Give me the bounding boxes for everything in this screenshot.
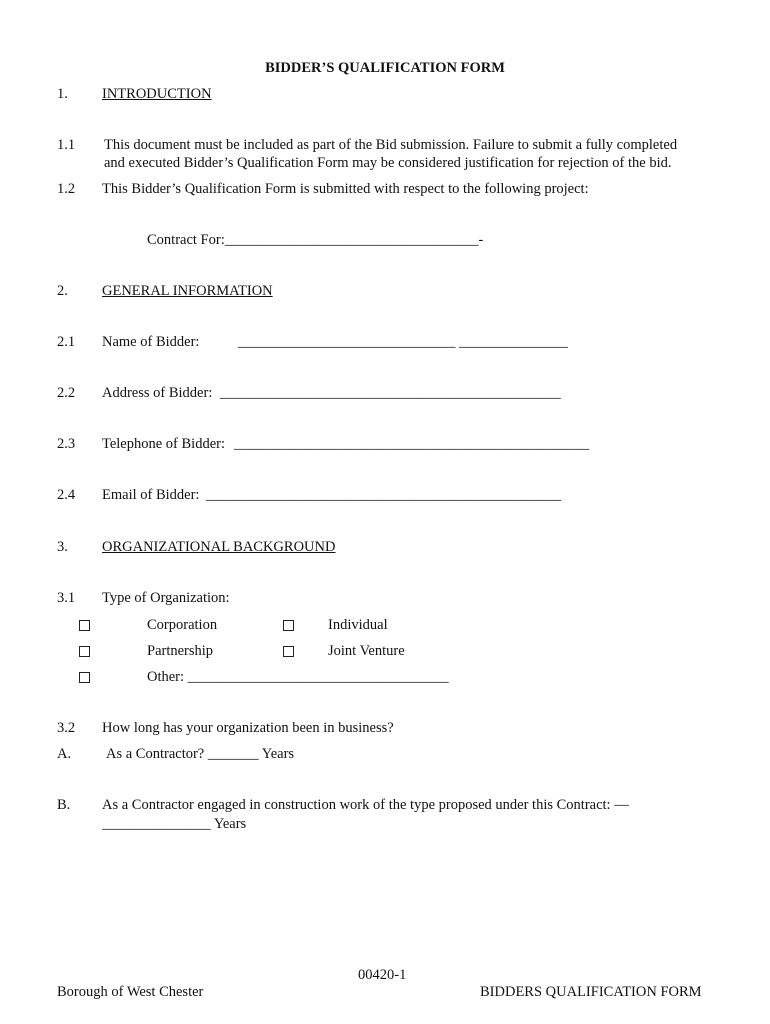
individual-label: Individual <box>328 617 388 633</box>
name-of-bidder-field[interactable]: ______________________________ _______________ <box>238 334 568 350</box>
item-1-1-number: 1.1 <box>57 137 76 153</box>
joint-venture-label: Joint Venture <box>328 643 405 659</box>
item-a-label: A. <box>57 746 72 762</box>
item-b-text: As a Contractor engaged in construction work of the type proposed under this Contract: — <box>102 797 629 813</box>
section-1-heading: INTRODUCTION <box>102 86 212 102</box>
item-2-4-number: 2.4 <box>57 487 76 503</box>
telephone-of-bidder-field[interactable]: _________________________________________________ <box>234 436 590 452</box>
footer-right: BIDDERS QUALIFICATION FORM <box>480 984 702 1000</box>
years-construction-field[interactable]: _______________ Years <box>102 816 247 832</box>
contract-for-field[interactable]: Contract For:___________________________________- <box>147 232 484 248</box>
section-2-number: 2. <box>57 283 68 299</box>
item-1-2-number: 1.2 <box>57 181 76 197</box>
name-of-bidder-label: Name of Bidder: <box>102 334 200 350</box>
partnership-label: Partnership <box>147 643 214 659</box>
section-2-heading: GENERAL INFORMATION <box>102 283 273 299</box>
item-1-1-text-line2: and executed Bidder’s Qualification Form may be considered justification for rejection of the bid. <box>104 155 672 171</box>
years-as-contractor-field[interactable]: As a Contractor? _______ Years <box>106 746 295 762</box>
address-of-bidder-label: Address of Bidder: <box>102 385 213 401</box>
email-of-bidder-label: Email of Bidder: <box>102 487 200 503</box>
type-of-organization-label: Type of Organization: <box>102 590 230 606</box>
other-checkbox[interactable] <box>79 672 90 683</box>
footer-left: Borough of West Chester <box>57 984 204 1000</box>
joint-venture-checkbox[interactable] <box>283 646 294 657</box>
item-1-2-text: This Bidder’s Qualification Form is submitted with respect to the following project: <box>102 181 589 197</box>
address-of-bidder-field[interactable]: _______________________________________________ <box>220 385 561 401</box>
item-2-3-number: 2.3 <box>57 436 76 452</box>
individual-checkbox[interactable] <box>283 620 294 631</box>
other-field[interactable]: Other: ____________________________________ <box>147 669 449 685</box>
item-3-2-text: How long has your organization been in business? <box>102 720 394 736</box>
page-title: BIDDER’S QUALIFICATION FORM <box>265 60 505 76</box>
item-3-1-number: 3.1 <box>57 590 76 606</box>
email-of-bidder-field[interactable]: _________________________________________________ <box>206 487 562 503</box>
corporation-checkbox[interactable] <box>79 620 90 631</box>
section-3-number: 3. <box>57 539 68 555</box>
section-1-number: 1. <box>57 86 68 102</box>
item-2-1-number: 2.1 <box>57 334 76 350</box>
page-number: 00420-1 <box>358 967 407 983</box>
partnership-checkbox[interactable] <box>79 646 90 657</box>
corporation-label: Corporation <box>147 617 218 633</box>
item-3-2-number: 3.2 <box>57 720 76 736</box>
telephone-of-bidder-label: Telephone of Bidder: <box>102 436 226 452</box>
item-2-2-number: 2.2 <box>57 385 76 401</box>
item-b-label: B. <box>57 797 71 813</box>
item-1-1-text-line1: This document must be included as part of the Bid submission. Failure to submit a fully completed <box>104 137 678 153</box>
section-3-heading: ORGANIZATIONAL BACKGROUND <box>102 539 336 555</box>
